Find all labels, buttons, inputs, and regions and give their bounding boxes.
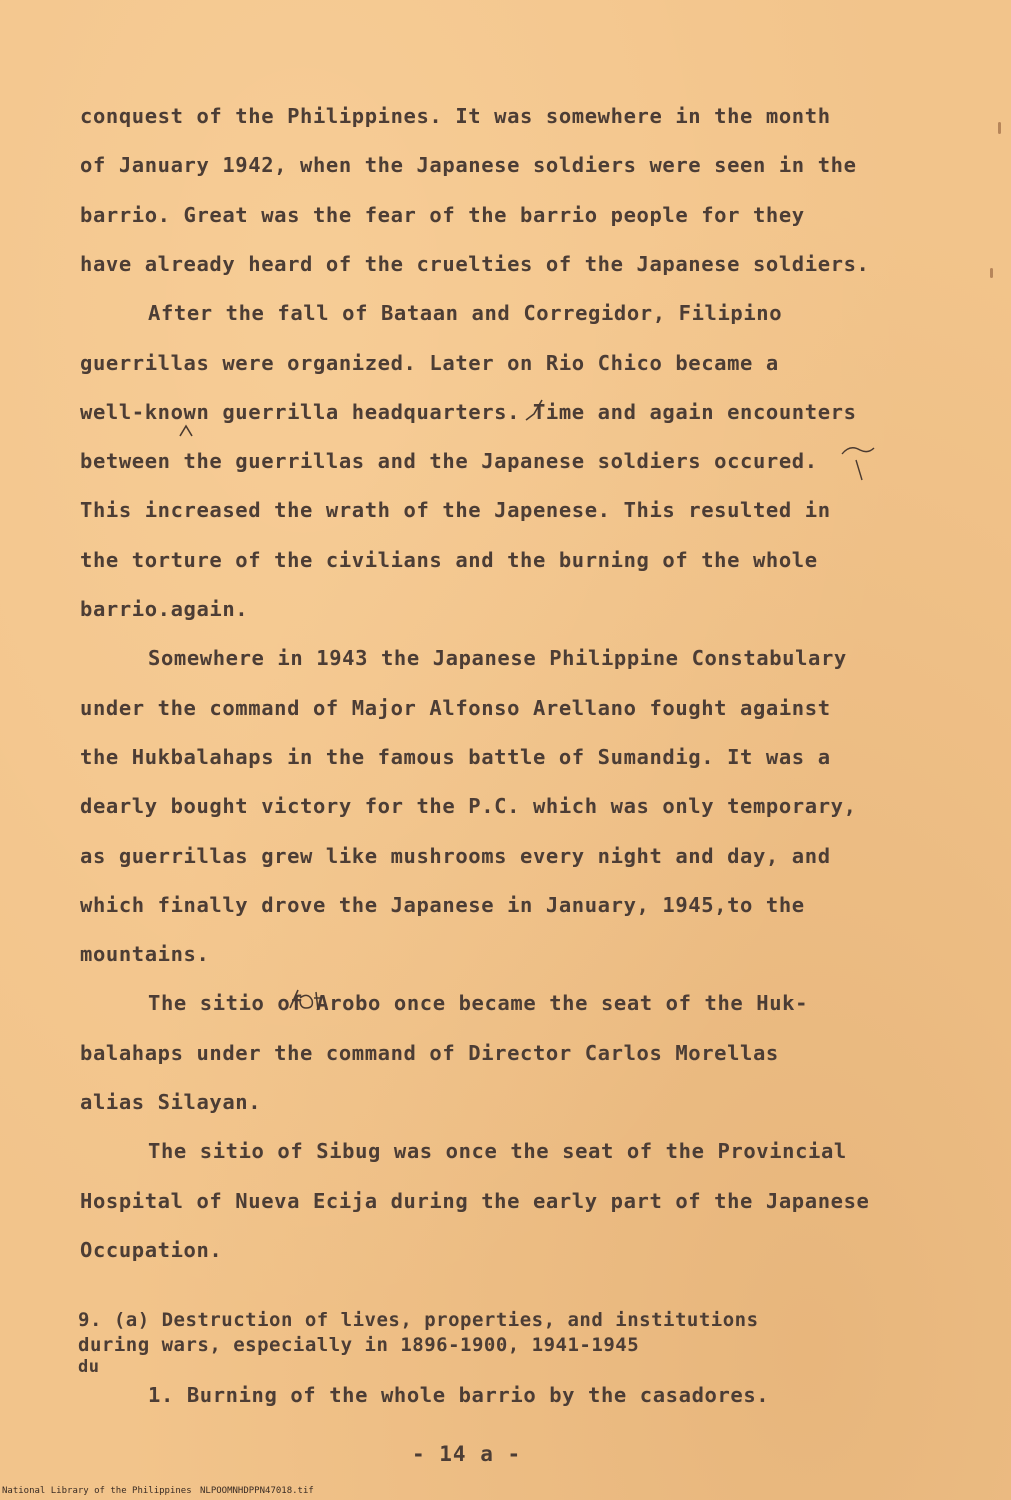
text-line: Occupation. (80, 1238, 223, 1262)
inserted-word-mark (286, 986, 326, 1014)
text-line: balahaps under the command of Director Carlos Morellas (80, 1041, 779, 1065)
text-line: dearly bought victory for the P.C. which was only temporary, (80, 794, 857, 818)
text-line: alias Silayan. (80, 1090, 262, 1114)
text-line: well-known guerrilla headquarters. Time and again encounters (80, 400, 857, 424)
footer-library-name: National Library of the Philippines (2, 1486, 192, 1496)
text-line: This increased the wrath of the Japenese. This resulted in (80, 498, 831, 522)
text-line: as guerrillas grew like mushrooms every night and day, and (80, 844, 831, 868)
section-heading-line3: du (78, 1357, 100, 1377)
text-line: Hospital of Nueva Ecija during the early part of the Japanese (80, 1189, 870, 1213)
footer-filename: NLPOOMNHDPPN47018.tif (200, 1486, 314, 1496)
section-heading-line1: 9. (a) Destruction of lives, properties, and institutions (78, 1309, 759, 1331)
edge-mark (998, 122, 1001, 134)
text-line: mountains. (80, 942, 210, 966)
text-line: barrio. Great was the fear of the barrio people for they (80, 203, 805, 227)
text-line: conquest of the Philippines. It was somewhere in the month (80, 104, 831, 128)
text-line: under the command of Major Alfonso Arellano fought against (80, 696, 831, 720)
text-line: the Hukbalahaps in the famous battle of Sumandig. It was a (80, 745, 831, 769)
section-item-1: 1. Burning of the whole barrio by the casadores. (148, 1383, 770, 1407)
text-line: The sitio of Sibug was once the seat of the Provincial (148, 1139, 847, 1163)
text-line: barrio.again. (80, 597, 249, 621)
spelling-correction-mark (836, 440, 880, 484)
text-line: guerrillas were organized. Later on Rio Chico became a (80, 351, 779, 375)
text-line: have already heard of the cruelties of the Japanese soldiers. (80, 252, 870, 276)
period-insertion-mark (520, 396, 560, 426)
text-line: Somewhere in 1943 the Japanese Philippine Constabulary (148, 646, 847, 670)
edge-mark (990, 268, 993, 278)
text-line: After the fall of Bataan and Corregidor, Filipino (148, 301, 783, 325)
insertion-caret-mark (176, 420, 206, 440)
text-line: between the guerrillas and the Japanese soldiers occured. (80, 449, 818, 473)
section-heading-line2: during wars, especially in 1896-1900, 1941-1945 (78, 1334, 640, 1356)
text-line: which finally drove the Japanese in January, 1945,to the (80, 893, 805, 917)
text-line: of January 1942, when the Japanese soldiers were seen in the (80, 153, 857, 177)
text-line: the torture of the civilians and the burning of the whole (80, 548, 818, 572)
page-number: - 14 a - (412, 1442, 522, 1466)
text-line: The sitio of Arobo once became the seat of the Huk- (148, 991, 809, 1015)
